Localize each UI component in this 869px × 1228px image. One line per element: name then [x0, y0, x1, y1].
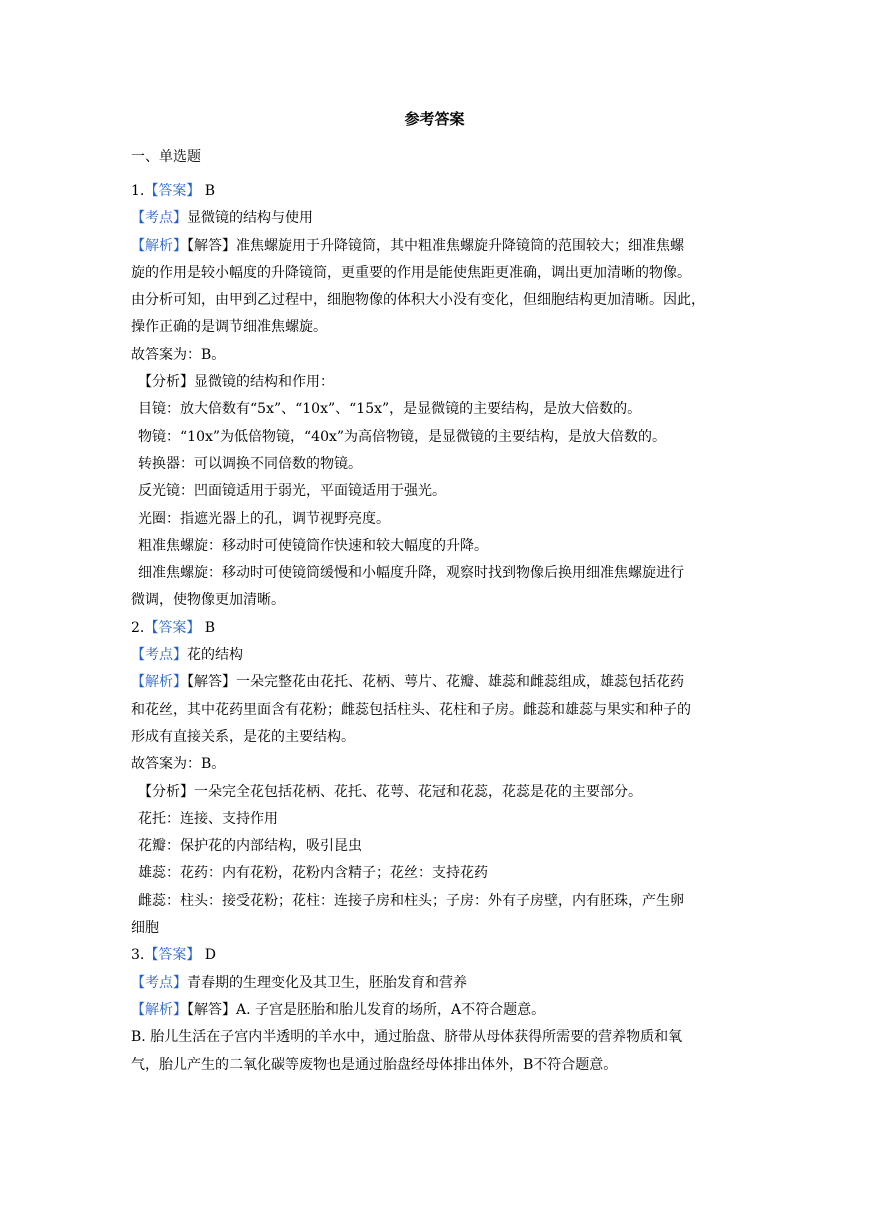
section-tag: 【答案】: [144, 619, 201, 636]
line-text: 物镜：“10x”为低倍物镜，“40x”为高倍物镜，是显微镜的主要结构，是放大倍数的。: [138, 428, 667, 445]
text-line: [131, 642, 739, 669]
text-line: [131, 396, 739, 423]
line-text: 气，胎儿产生的二氧化碳等废物也是通过胎盘经母体排出体外，B不符合题意。: [131, 1056, 618, 1073]
section-tag: 【解析】: [131, 237, 187, 254]
text-line: [131, 806, 739, 833]
line-text: 【解答】A. 子宫是胚胎和胎儿发育的场所，A不符合题意。: [187, 1001, 546, 1018]
line-text: 【分析】一朵完全花包括花柄、花托、花萼、花冠和花蕊，花蕊是花的主要部分。: [138, 783, 642, 800]
line-text: 花托：连接、支持作用: [138, 810, 278, 827]
text-line: [131, 833, 739, 860]
line-text: 由分析可知，由甲到乙过程中，细胞物像的体积大小没有变化，但细胞结构更加清晰。因此，: [131, 292, 705, 309]
section-tag: 【考点】: [131, 210, 187, 227]
line-text: 故答案为：B。: [131, 346, 226, 363]
text-line: [131, 860, 739, 887]
text-line: [131, 587, 739, 614]
section-tag: 【考点】: [131, 974, 187, 991]
line-text: 反光镜：凹面镜适用于弱光，平面镜适用于强光。: [138, 483, 446, 500]
line-text: 粗准焦螺旋：移动时可使镜筒作快速和较大幅度的升降。: [138, 537, 488, 554]
line-text: 【分析】显微镜的结构和作用：: [138, 374, 334, 391]
text-line: [131, 779, 739, 806]
line-text: 和花丝，其中花药里面含有花粉；雌蕊包括柱头、花柱和子房。雌蕊和雄蕊与果实和种子的: [131, 701, 691, 718]
line-text: 花的结构: [187, 647, 243, 664]
text-line: [131, 260, 739, 287]
line-text: 目镜：放大倍数有“5x”、“10x”、“15x”，是显微镜的主要结构，是放大倍数的。: [138, 401, 642, 418]
text-line: [131, 915, 739, 942]
section-tag: 【答案】: [144, 947, 201, 964]
text-line: [131, 533, 739, 560]
line-text: 故答案为：B。: [131, 756, 226, 773]
line-text: 细准焦螺旋：移动时可使镜筒缓慢和小幅度升降，观察时找到物像后换用细准焦螺旋进行: [138, 565, 684, 582]
text-line: [131, 751, 739, 778]
text-line: [131, 888, 739, 915]
question-number: 1.: [131, 183, 145, 199]
line-text: 【解答】一朵完整花由花托、花柄、萼片、花瓣、雄蕊和雌蕊组成，雄蕊包括花药: [187, 674, 684, 691]
line-text: 转换器：可以调换不同倍数的物镜。: [138, 455, 362, 472]
section-tag: 【解析】: [131, 1001, 187, 1018]
text-line: [131, 506, 739, 533]
line-text: 雄蕊：花药：内有花粉，花粉内含精子；花丝：支持花药: [138, 865, 488, 882]
text-line: [131, 478, 739, 505]
page-title: 参考答案: [404, 110, 465, 128]
text-line: [131, 205, 739, 232]
line-text: 形成有直接关系，是花的主要结构。: [131, 728, 355, 745]
line-text: 【解答】准焦螺旋用于升降镜筒，其中粗准焦螺旋升降镜筒的范围较大；细准焦螺: [187, 237, 684, 254]
line-text: 光圈：指遮光器上的孔，调节视野亮度。: [138, 510, 390, 527]
line-text: D: [200, 947, 217, 964]
text-line: [131, 424, 739, 451]
text-line: [131, 233, 739, 260]
line-text: 显微镜的结构与使用: [187, 210, 313, 227]
text-line: [131, 615, 739, 642]
question-number: 3.: [131, 947, 145, 964]
line-text: 微调，使物像更加清晰。: [131, 592, 285, 609]
section-heading: 一、单选题: [131, 149, 201, 165]
text-line: [131, 178, 739, 205]
answer-content: [131, 178, 739, 1079]
text-line: [131, 997, 739, 1024]
section-tag: 【答案】: [144, 183, 201, 199]
line-text: 雌蕊：柱头：接受花粉；花柱：连接子房和柱头；子房：外有子房壁，内有胚珠，产生卵: [138, 892, 684, 909]
section-tag: 【考点】: [131, 647, 187, 664]
text-line: [131, 314, 739, 341]
text-line: [131, 1024, 739, 1051]
question-number: 2.: [131, 619, 145, 636]
line-text: 青春期的生理变化及其卫生，胚胎发育和营养: [187, 974, 467, 991]
text-line: [131, 724, 739, 751]
line-text: 操作正确的是调节细准焦螺旋。: [131, 319, 327, 336]
line-text: 花瓣：保护花的内部结构，吸引昆虫: [138, 838, 362, 855]
text-line: [131, 1052, 739, 1079]
text-line: [131, 970, 739, 997]
line-text: 细胞: [131, 920, 159, 937]
line-text: B. 胎儿生活在子宫内半透明的羊水中，通过胎盘、脐带从母体获得所需要的营养物质和氧: [131, 1029, 683, 1046]
section-tag: 【解析】: [131, 674, 187, 691]
text-line: [131, 451, 739, 478]
line-text: 旋的作用是较小幅度的升降镜筒，更重要的作用是能使焦距更准确，调出更加清晰的物像。: [131, 264, 691, 281]
text-line: [131, 697, 739, 724]
text-line: [131, 942, 739, 969]
text-line: [131, 560, 739, 587]
text-line: [131, 669, 739, 696]
text-line: [131, 369, 739, 396]
text-line: [131, 287, 739, 314]
text-line: [131, 342, 739, 369]
line-text: B: [200, 619, 216, 636]
line-text: B: [200, 183, 216, 199]
